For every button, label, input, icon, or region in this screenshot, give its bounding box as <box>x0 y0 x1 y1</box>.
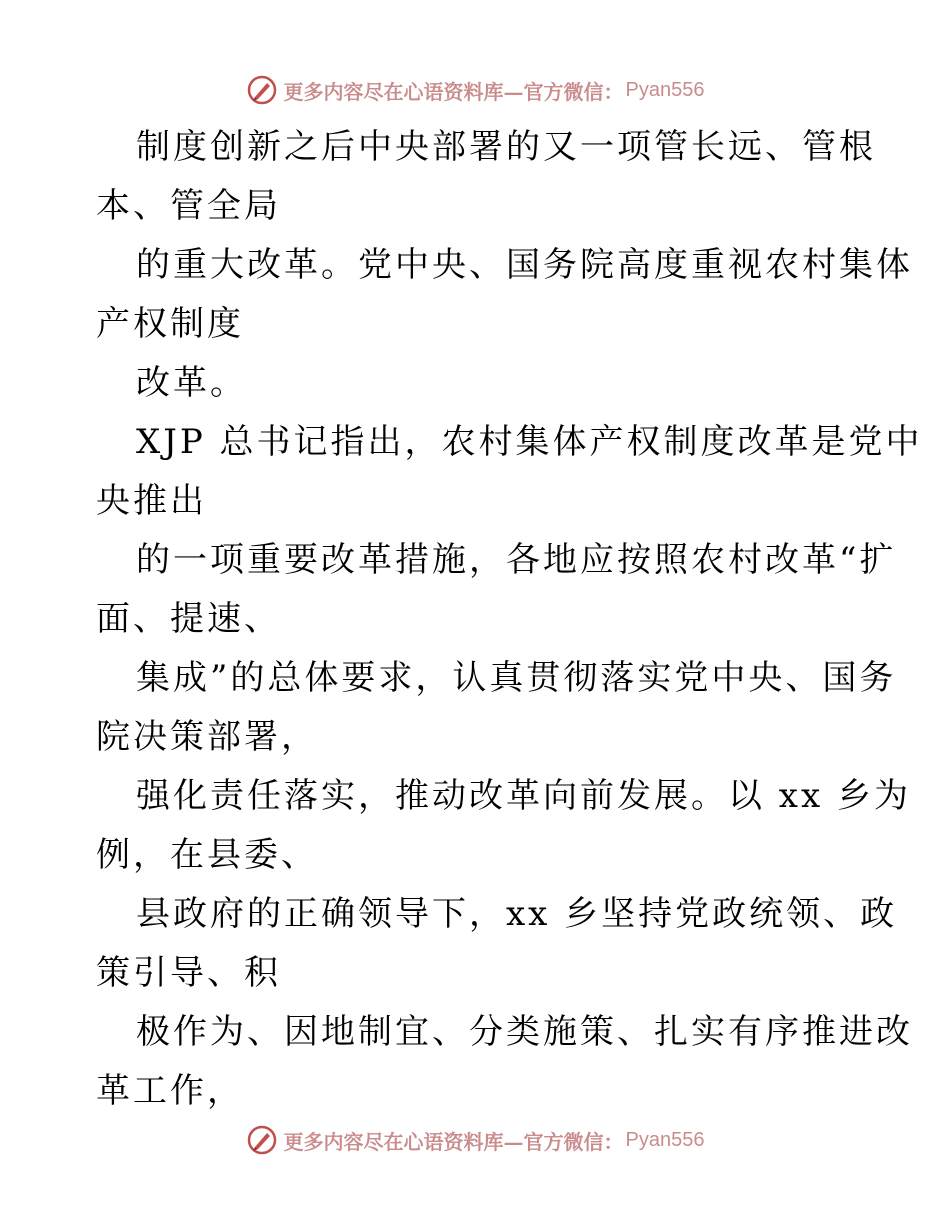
text-line: 极作为、因地制宜、分类施策、扎实有序推进改 <box>136 1012 913 1052</box>
watermark-wechat-id: Pyan556 <box>625 1128 705 1151</box>
text-line: 改革。 <box>136 363 247 403</box>
text-line: 例，在县委、 <box>96 835 318 875</box>
text-line: 院决策部署， <box>96 717 318 757</box>
watermark-text: 更多内容尽在心语资料库—官方微信： <box>283 79 624 104</box>
watermark-wechat-id: Pyan556 <box>625 78 705 101</box>
text-line: 强化责任落实，推动改革向前发展。以 xx 乡为 <box>136 776 911 816</box>
text-line: 制度创新之后中央部署的又一项管长远、管根 <box>136 127 876 167</box>
text-line: XJP 总书记指出，农村集体产权制度改革是党中 <box>136 422 923 462</box>
pen-logo-icon <box>246 74 278 106</box>
watermark-footer <box>0 1120 950 1160</box>
text-line: 的一项重要改革措施，各地应按照农村改革“扩 <box>136 540 897 580</box>
text-line: 革工作， <box>96 1071 244 1111</box>
watermark-header <box>0 70 950 110</box>
text-line: 县政府的正确领导下，xx 乡坚持党政统领、政 <box>136 894 898 934</box>
text-line: 集成”的总体要求，认真贯彻落实党中央、国务 <box>136 658 897 698</box>
document-body <box>96 118 923 1121</box>
text-line: 的重大改革。党中央、国务院高度重视农村集体 <box>136 245 913 285</box>
text-line: 面、提速、 <box>96 599 281 639</box>
pen-logo-icon <box>246 1124 278 1156</box>
text-line: 本、管全局 <box>96 186 281 226</box>
text-line: 央推出 <box>96 481 207 521</box>
text-line: 产权制度 <box>96 304 244 344</box>
watermark-text: 更多内容尽在心语资料库—官方微信： <box>283 1129 624 1154</box>
text-line: 策引导、积 <box>96 953 281 993</box>
